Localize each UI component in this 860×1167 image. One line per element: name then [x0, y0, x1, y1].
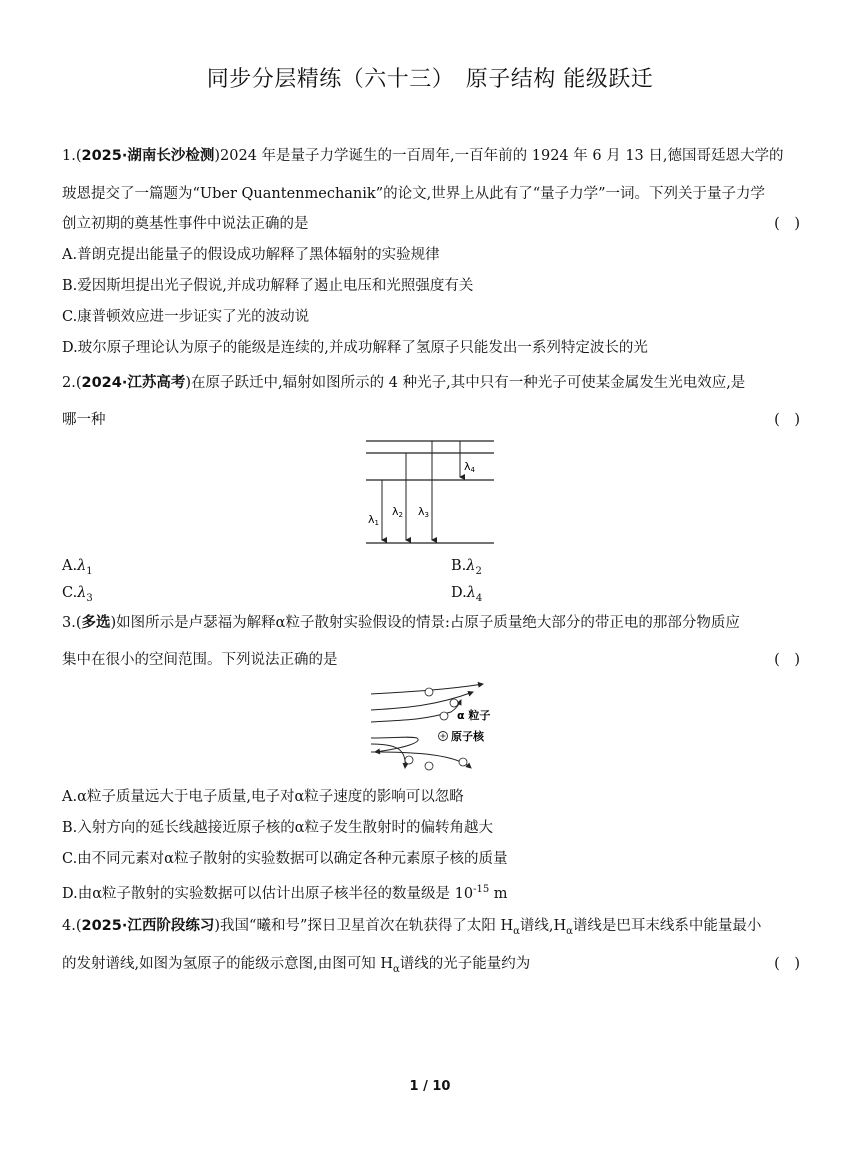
label-lambda3: λ3 — [418, 505, 429, 519]
q1-line2: 玻恩提交了一篇题为“Uber Quantenmechanik”的论文,世界上从此有了“量子力学”一词。下列关于量子力学 — [62, 186, 766, 202]
q1-answer-paren: ( ) — [774, 216, 800, 232]
q3-line2: 集中在很小的空间范围。下列说法正确的是 — [62, 652, 338, 668]
alpha-particle-3 — [440, 712, 448, 720]
q1-option-d: D.玻尔原子理论认为原子的能级是连续的,并成功解释了氢原子只能发出一系列特定波长的光 — [62, 340, 648, 356]
q1-line1: 1.(2025·湖南长沙检测)2024 年是量子力学诞生的一百周年,一百年前的 1924 年 6 月 13 日,德国哥廷恩大学的 — [62, 148, 784, 164]
q1-option-a: A.普朗克提出能量子的假设成功解释了黑体辐射的实验规律 — [62, 247, 440, 263]
q1-line3: 创立初期的奠基性事件中说法正确的是 — [62, 216, 309, 232]
alpha-path-6 — [371, 752, 471, 768]
page-title: 同步分层精练（六十三） 原子结构 能级跃迁 — [206, 67, 654, 92]
q3-answer-paren: ( ) — [774, 652, 800, 668]
alpha-particle-6 — [459, 758, 467, 766]
q2-line2: 哪一种 — [62, 412, 106, 428]
q2-line1: 2.(2024·江苏高考)在原子跃迁中,辐射如图所示的 4 种光子,其中只有一种光子可使某金属发生光电效应,是 — [62, 375, 746, 391]
q4-answer-paren: ( ) — [774, 956, 800, 972]
alpha-particle-4 — [405, 756, 413, 764]
alpha-particle-5 — [425, 762, 433, 770]
q3-option-b: B.入射方向的延长线越接近原子核的α粒子发生散射时的偏转角越大 — [62, 820, 494, 836]
q2-option-d: $D.\lambda_4$ — [451, 585, 483, 604]
label-nucleus: 原子核 — [451, 730, 484, 743]
alpha-scattering-figure — [365, 678, 505, 776]
q2-option-a: $A.\lambda_1$ — [62, 558, 93, 577]
q4-source: 2025·江西阶段练习 — [81, 918, 215, 934]
label-lambda4: λ4 — [464, 460, 475, 474]
q2-option-c: $C.\lambda_3$ — [62, 585, 93, 604]
q3-option-a: A.α粒子质量远大于电子质量,电子对α粒子速度的影响可以忽略 — [62, 789, 464, 805]
q2-option-b: $B.\lambda_2$ — [451, 558, 482, 577]
alpha-path-3 — [371, 700, 461, 722]
label-lambda1: λ1 — [368, 513, 379, 527]
q3-option-d: D.由α粒子散射的实验数据可以估计出原子核半径的数量级是 $10^{-15}$ m — [62, 884, 508, 902]
page-number: 1 / 10 — [409, 1079, 451, 1094]
q1-option-c: C.康普顿效应进一步证实了光的波动说 — [62, 309, 310, 325]
q1-source: 2025·湖南长沙检测 — [81, 148, 215, 164]
q3-line1: 3.(多选)如图所示是卢瑟福为解释α粒子散射实验假设的情景:占原子质量绝大部分的带正电的那部分物质应 — [62, 615, 740, 631]
label-lambda2: λ2 — [392, 505, 403, 519]
q3-option-c: C.由不同元素对α粒子散射的实验数据可以确定各种元素原子核的质量 — [62, 851, 508, 867]
q4-line2: 的发射谱线,如图为氢原子的能级示意图,由图可知 $H_\alpha$谱线的光子能量约为 — [62, 956, 531, 975]
alpha-particle-2 — [450, 699, 458, 707]
q2-source: 2024·江苏高考 — [81, 375, 186, 391]
q1-option-b: B.爱因斯坦提出光子假说,并成功解释了遏止电压和光照强度有关 — [62, 278, 474, 294]
alpha-particle-1 — [425, 688, 433, 696]
q3-source: 多选 — [81, 615, 111, 631]
q4-line1: 4.(2025·江西阶段练习)我国“曦和号”探日卫星首次在轨获得了太阳 $H_\alpha$谱线$,H_\alpha$谱线是巴耳末线系中能量最小 — [62, 918, 762, 937]
q2-answer-paren: ( ) — [774, 412, 800, 428]
label-alpha-particle: α 粒子 — [457, 709, 491, 722]
energy-level-figure — [360, 436, 500, 548]
